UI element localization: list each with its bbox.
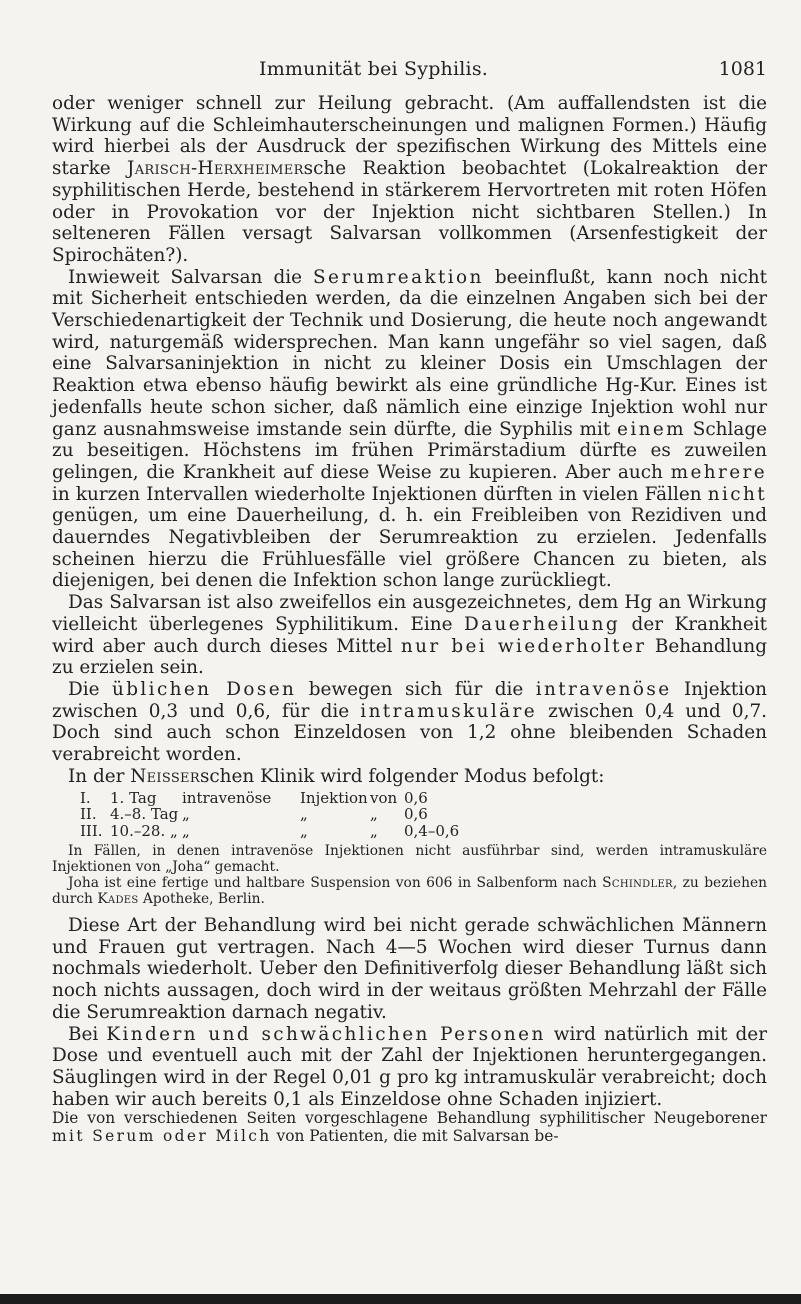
schedule-dose: 0,6 bbox=[404, 788, 428, 807]
text-run: schen Klinik wird folgender Modus befolgt: bbox=[199, 765, 605, 787]
paragraph bbox=[52, 679, 767, 766]
emphasis: intramuskuläre bbox=[360, 700, 537, 722]
schedule-row bbox=[80, 806, 767, 823]
scan-edge-bar bbox=[0, 1294, 801, 1304]
text-run: von Patienten, die mit Salvarsan be- bbox=[271, 1126, 559, 1145]
schedule-row bbox=[80, 823, 767, 840]
schedule-num: I. bbox=[80, 788, 91, 807]
text-run: beeinflußt, kann noch nicht mit Sicherheit entschieden werden, da die einzelnen Angaben sich bei der Verschiedenartigkeit der Technik und Dosierung, die heute noch angewandt wird, naturgemäß widersprechen. Man kann ungefähr so viel sagen, daß eine Salvarsaninjektion in nicht zu kleiner Dosis ein Umschlagen der Reaktion etwa ebenso häufig bewirkt als eine gründliche Hg-Kur. Eines ist jedenfalls heute schon sicher, daß nämlich eine einzige Injektion wohl nur ganz ausnahmsweise imstande sein dürfte, die Syphilis mit bbox=[52, 266, 767, 440]
schedule-route: „ bbox=[182, 805, 190, 823]
text-run: , zu beziehen durch bbox=[52, 875, 768, 907]
text-run: Die bbox=[68, 678, 112, 700]
schedule-von: „ bbox=[370, 821, 378, 840]
text-run: Bei bbox=[68, 1023, 107, 1045]
paragraph bbox=[52, 766, 767, 788]
schedule-von: von bbox=[370, 788, 398, 807]
text-run: Inwieweit Salvarsan die bbox=[68, 266, 314, 288]
schedule-num: II. bbox=[80, 805, 97, 823]
schedule-von: „ bbox=[370, 805, 378, 823]
schedule-num: III. bbox=[80, 821, 103, 840]
paragraph bbox=[52, 93, 767, 267]
schedule-days: 1. Tag bbox=[110, 788, 157, 807]
spacer bbox=[52, 907, 767, 915]
text-run: sche Reaktion beobachtet (Lokalreaktion der syphilitischen Herde, bestehend in stärkerem Hervortreten mit roten Höfen oder in Provokation vor der Injektion nicht sichtbaren Stellen.) In selteneren Fällen versagt Salvarsan vollkommen (Arsenfestigkeit der Spirochäten?). bbox=[52, 158, 767, 266]
schedule-days: 10.–28. „ bbox=[110, 821, 178, 840]
main-text bbox=[52, 93, 767, 1145]
text-run: oder weniger schnell zur Heilung gebracht. (Am auffallendsten ist die Wirkung auf die Schleimhauterscheinungen und malignen Formen.) Häufig wird hierbei als der Ausdruck der spezifischen Wirkung des Mittels eine starke bbox=[52, 93, 767, 180]
emphasis: intravenöse bbox=[535, 678, 672, 700]
paragraph bbox=[52, 1024, 767, 1111]
text-run: Behandlung zu erzielen sein. bbox=[52, 635, 767, 679]
treatment-schedule bbox=[80, 790, 767, 840]
paragraph: Diese Art der Behandlung wird bei nicht gerade schwächlichen Männern und Frauen gut vertragen. Nach 4—5 Wochen wird dieser Turnus dann nochmals wiederholt. Ueber den Definitiverfolg dieser Behandlung läßt sich noch nichts aussagen, doch wird in der weitaus größten Mehrzahl der Fälle die Serumreaktion darnach negativ. bbox=[52, 915, 767, 1023]
emphasis: Serumreaktion bbox=[313, 266, 484, 288]
emphasis: Dauerheilung bbox=[464, 613, 621, 635]
schedule-days: 4.–8. Tag bbox=[110, 805, 179, 823]
schedule-route: intravenöse bbox=[182, 788, 272, 807]
running-header bbox=[52, 58, 767, 84]
schedule-type: „ bbox=[300, 805, 308, 823]
author-name: Neisser bbox=[130, 765, 200, 787]
note-line: In Fällen, in denen intravenöse Injektionen nicht ausführbar sind, werden intramuskuläre Injektionen von „Joha“ gemacht. bbox=[52, 843, 767, 875]
running-title: Immunität bei Syphilis. bbox=[259, 58, 489, 80]
text-run: Das Salvarsan ist also zweifellos ein ausgezeichnetes, dem Hg an Wirkung vielleicht überlegenes Syphilitikum. Eine bbox=[52, 592, 767, 635]
schedule-type: Injektion bbox=[300, 788, 368, 807]
emphasis: mit Serum oder Milch bbox=[52, 1126, 272, 1145]
text-run: genügen, um eine Dauerheilung, d. h. ein Freibleiben von Rezidiven und dauerndes Negativbleiben der Serumreaktion zu erzielen. Jedenfalls scheinen hierzu die Frühluesfälle viel größere Chancen zu bieten, als diejenigen, bei denen die Infektion schon lange zurückliegt. bbox=[52, 505, 767, 592]
emphasis: nicht bbox=[707, 483, 767, 505]
author-name: Schindler bbox=[602, 875, 673, 891]
text-run: In der bbox=[68, 765, 131, 787]
paragraph bbox=[52, 267, 767, 593]
schedule-dose: 0,6 bbox=[404, 805, 428, 823]
schedule-type: „ bbox=[300, 821, 308, 840]
emphasis: Kindern und schwächlichen Personen bbox=[106, 1023, 546, 1045]
schedule-dose: 0,4–0,6 bbox=[404, 821, 460, 840]
text-run: Schlage zu beseitigen. Höchstens im frühen Primärstadium dürfte es zuweilen gelingen, die Krankheit auf diese Weise zu kupieren. Aber auch bbox=[52, 418, 768, 483]
emphasis: einem bbox=[617, 418, 686, 440]
emphasis: nur bei wiederholter bbox=[400, 635, 647, 657]
text-run: bewegen sich für die bbox=[296, 678, 536, 700]
schedule-row bbox=[80, 790, 767, 807]
text-run: der Krankheit wird aber auch durch dieses Mittel bbox=[52, 613, 767, 657]
note-line bbox=[52, 875, 767, 907]
emphasis: mehrere bbox=[670, 461, 767, 483]
text-run: Apotheke, Berlin. bbox=[138, 891, 265, 907]
text-run: Joha ist eine fertige und haltbare Suspension von 606 in Salbenform nach bbox=[68, 875, 603, 891]
page-number: 1081 bbox=[718, 58, 767, 80]
schedule-route: „ bbox=[182, 821, 190, 840]
text-run: zwischen 0,4 und 0,7. Doch sind auch schon Einzeldosen von 1,2 ohne bleibenden Schaden verabreicht worden. bbox=[52, 700, 767, 766]
paragraph bbox=[52, 592, 767, 679]
emphasis: üblichen Dosen bbox=[111, 678, 297, 700]
author-name: Kades bbox=[97, 891, 139, 907]
text-run: wird natürlich mit der Dose und eventuell auch mit der Zahl der Injektionen heruntergegangen. Säuglingen wird in der Regel 0,01 g pro kg intramuskulär verabreicht; doch haben wir auch bereits 0,1 als Einzeldose ohne Schaden injiziert. bbox=[52, 1023, 767, 1110]
small-print-note bbox=[52, 843, 767, 907]
text-run: Die von verschiedenen Seiten vorgeschlagene Behandlung syphilitischer Neugeborener bbox=[52, 1109, 767, 1128]
text-run: in kurzen Intervallen wiederholte Injektionen dürften in vielen Fällen bbox=[52, 483, 708, 505]
paragraph bbox=[52, 1110, 767, 1145]
text-run: Injektion zwischen 0,3 und 0,6, für die bbox=[52, 678, 768, 722]
author-name: Jarisch-Herxheimer bbox=[127, 158, 304, 180]
